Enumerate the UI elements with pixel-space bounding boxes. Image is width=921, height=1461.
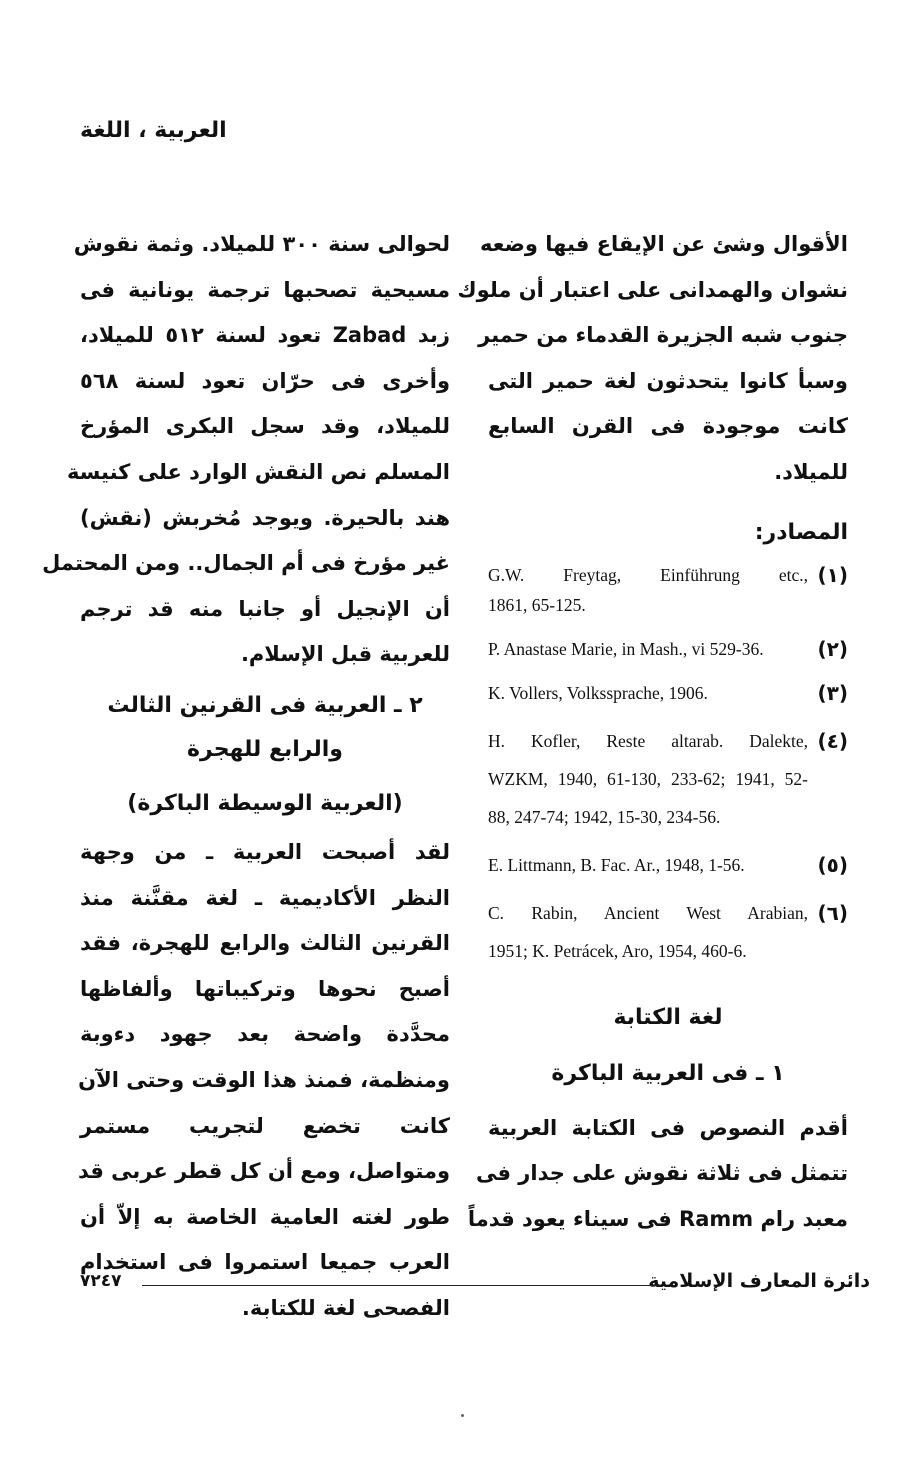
reference-line: 1951; K. Petrácek, Aro, 1954, 460-6. xyxy=(488,940,747,961)
reference-line: 88, 247-74; 1942, 15-30, 234-56. xyxy=(488,806,721,827)
text-line: للميلاد، وقد سجل البكرى المؤرخ xyxy=(80,414,450,439)
text-line: الأقوال وشئ عن الإيقاع فيها وضعه xyxy=(480,232,848,256)
right-column xyxy=(457,222,848,1242)
text-line: أصبح نحوها وتركيباتها وألفاظها xyxy=(80,976,450,1001)
text-line: تتمثل فى ثلاثة نقوش على جدار فى xyxy=(475,1161,848,1186)
reference-number: (٣) xyxy=(817,680,848,705)
text-line: لحوالى سنة ٣٠٠ للميلاد. وثمة نقوش xyxy=(73,232,450,256)
text-line: وسبأ كانوا يتحدثون لغة حمير التى xyxy=(488,368,848,393)
reference-item xyxy=(488,850,848,880)
section-subtitle: (العربية الوسيطة الباكرة) xyxy=(127,790,403,816)
text-line: غير مؤرخ فى أم الجمال.. ومن المحتمل xyxy=(42,551,450,576)
text-line: معبد رام Ramm فى سيناء يعود قدماً xyxy=(467,1206,848,1231)
text-line: محدَّدة واضحة بعد جهود دءوبة xyxy=(80,1022,450,1047)
text-line: ومتواصل، ومع أن كل قطر عربى قد xyxy=(77,1159,450,1184)
text-line: النظر الأكاديمية ـ لغة مقنَّنة منذ xyxy=(80,885,450,910)
subsection-heading: ١ ـ فى العربية الباكرة xyxy=(551,1060,785,1086)
text-line: المسلم نص النقش الوارد على كنيسة xyxy=(66,459,450,484)
left-column xyxy=(42,222,450,1331)
reference-item xyxy=(488,894,848,970)
reference-line: H. Kofler, Reste altarab. Dalekte, xyxy=(488,730,808,751)
reference-line: E. Littmann, B. Fac. Ar., 1948, 1-56. xyxy=(488,854,745,875)
footer-rule xyxy=(142,1285,660,1286)
text-line: هند بالحيرة. ويوجد مُخربش (نقش) xyxy=(80,505,450,530)
reference-line: WZKM, 1940, 61-130, 233-62; 1941, 52- xyxy=(488,768,808,789)
page-number: ٧٢٤٧ xyxy=(80,1271,122,1291)
reference-number: (٥) xyxy=(817,852,848,877)
text-line: لقد أصبحت العربية ـ من وجهة xyxy=(80,839,450,864)
reference-item xyxy=(488,634,848,664)
reference-line: 1861, 65-125. xyxy=(488,594,586,615)
text-line: الفصحى لغة للكتابة. xyxy=(241,1295,450,1320)
text-line: جنوب شبه الجزيرة القدماء من حمير xyxy=(478,323,848,348)
text-line: كانت موجودة فى القرن السابع xyxy=(488,414,848,439)
text-line: أن الإنجيل أو جانبا منه قد ترجم xyxy=(80,596,450,621)
reference-line: K. Vollers, Volkssprache, 1906. xyxy=(488,682,708,703)
text-line: أقدم النصوص فى الكتابة العربية xyxy=(488,1115,848,1140)
reference-item xyxy=(488,560,848,620)
text-line: القرنين الثالث والرابع للهجرة، فقد xyxy=(80,931,450,956)
reference-list xyxy=(488,560,848,970)
text-line: نشوان والهمدانى على اعتبار أن ملوك xyxy=(457,277,848,302)
sources-heading: المصادر: xyxy=(754,519,848,545)
text-line: وأخرى فى حرّان تعود لسنة ٥٦٨ xyxy=(80,368,450,393)
text-line: طور لغته العامية الخاصة به إلاّ أن xyxy=(80,1204,450,1229)
writing-heading: لغة الكتابة xyxy=(613,1004,723,1030)
running-head: العربية ، اللغة xyxy=(80,118,227,143)
reference-item xyxy=(488,722,848,836)
text-line: مسيحية تصحبها ترجمة يونانية فى xyxy=(80,277,450,302)
footer-title: دائرة المعارف الإسلامية xyxy=(648,1270,870,1292)
text-line: ومنظمة، فمنذ هذا الوقت وحتى الآن xyxy=(78,1067,450,1092)
reference-number: (١) xyxy=(817,562,848,587)
text-line: للميلاد. xyxy=(774,459,848,484)
reference-number: (٢) xyxy=(817,636,848,661)
section-heading: والرابع للهجرة xyxy=(187,736,343,762)
reference-number: (٦) xyxy=(817,900,848,925)
text-line: زبد Zabad تعود لسنة ٥١٢ للميلاد، xyxy=(80,323,450,348)
text-line: كانت تخضع لتجريب مستمر xyxy=(80,1113,450,1138)
text-line: للعربية قبل الإسلام. xyxy=(240,642,450,667)
reference-line: C. Rabin, Ancient West Arabian, xyxy=(488,902,808,923)
scan-speck xyxy=(461,1414,464,1417)
page-footer xyxy=(80,1266,870,1296)
section-heading: ٢ ـ العربية فى القرنين الثالث xyxy=(107,692,423,718)
reference-line: P. Anastase Marie, in Mash., vi 529-36. xyxy=(488,638,764,659)
text-line: العرب جميعا استمروا فى استخدام xyxy=(80,1250,450,1275)
reference-item xyxy=(488,678,848,708)
reference-line: G.W. Freytag, Einführung etc., xyxy=(488,564,808,585)
reference-number: (٤) xyxy=(817,728,848,753)
